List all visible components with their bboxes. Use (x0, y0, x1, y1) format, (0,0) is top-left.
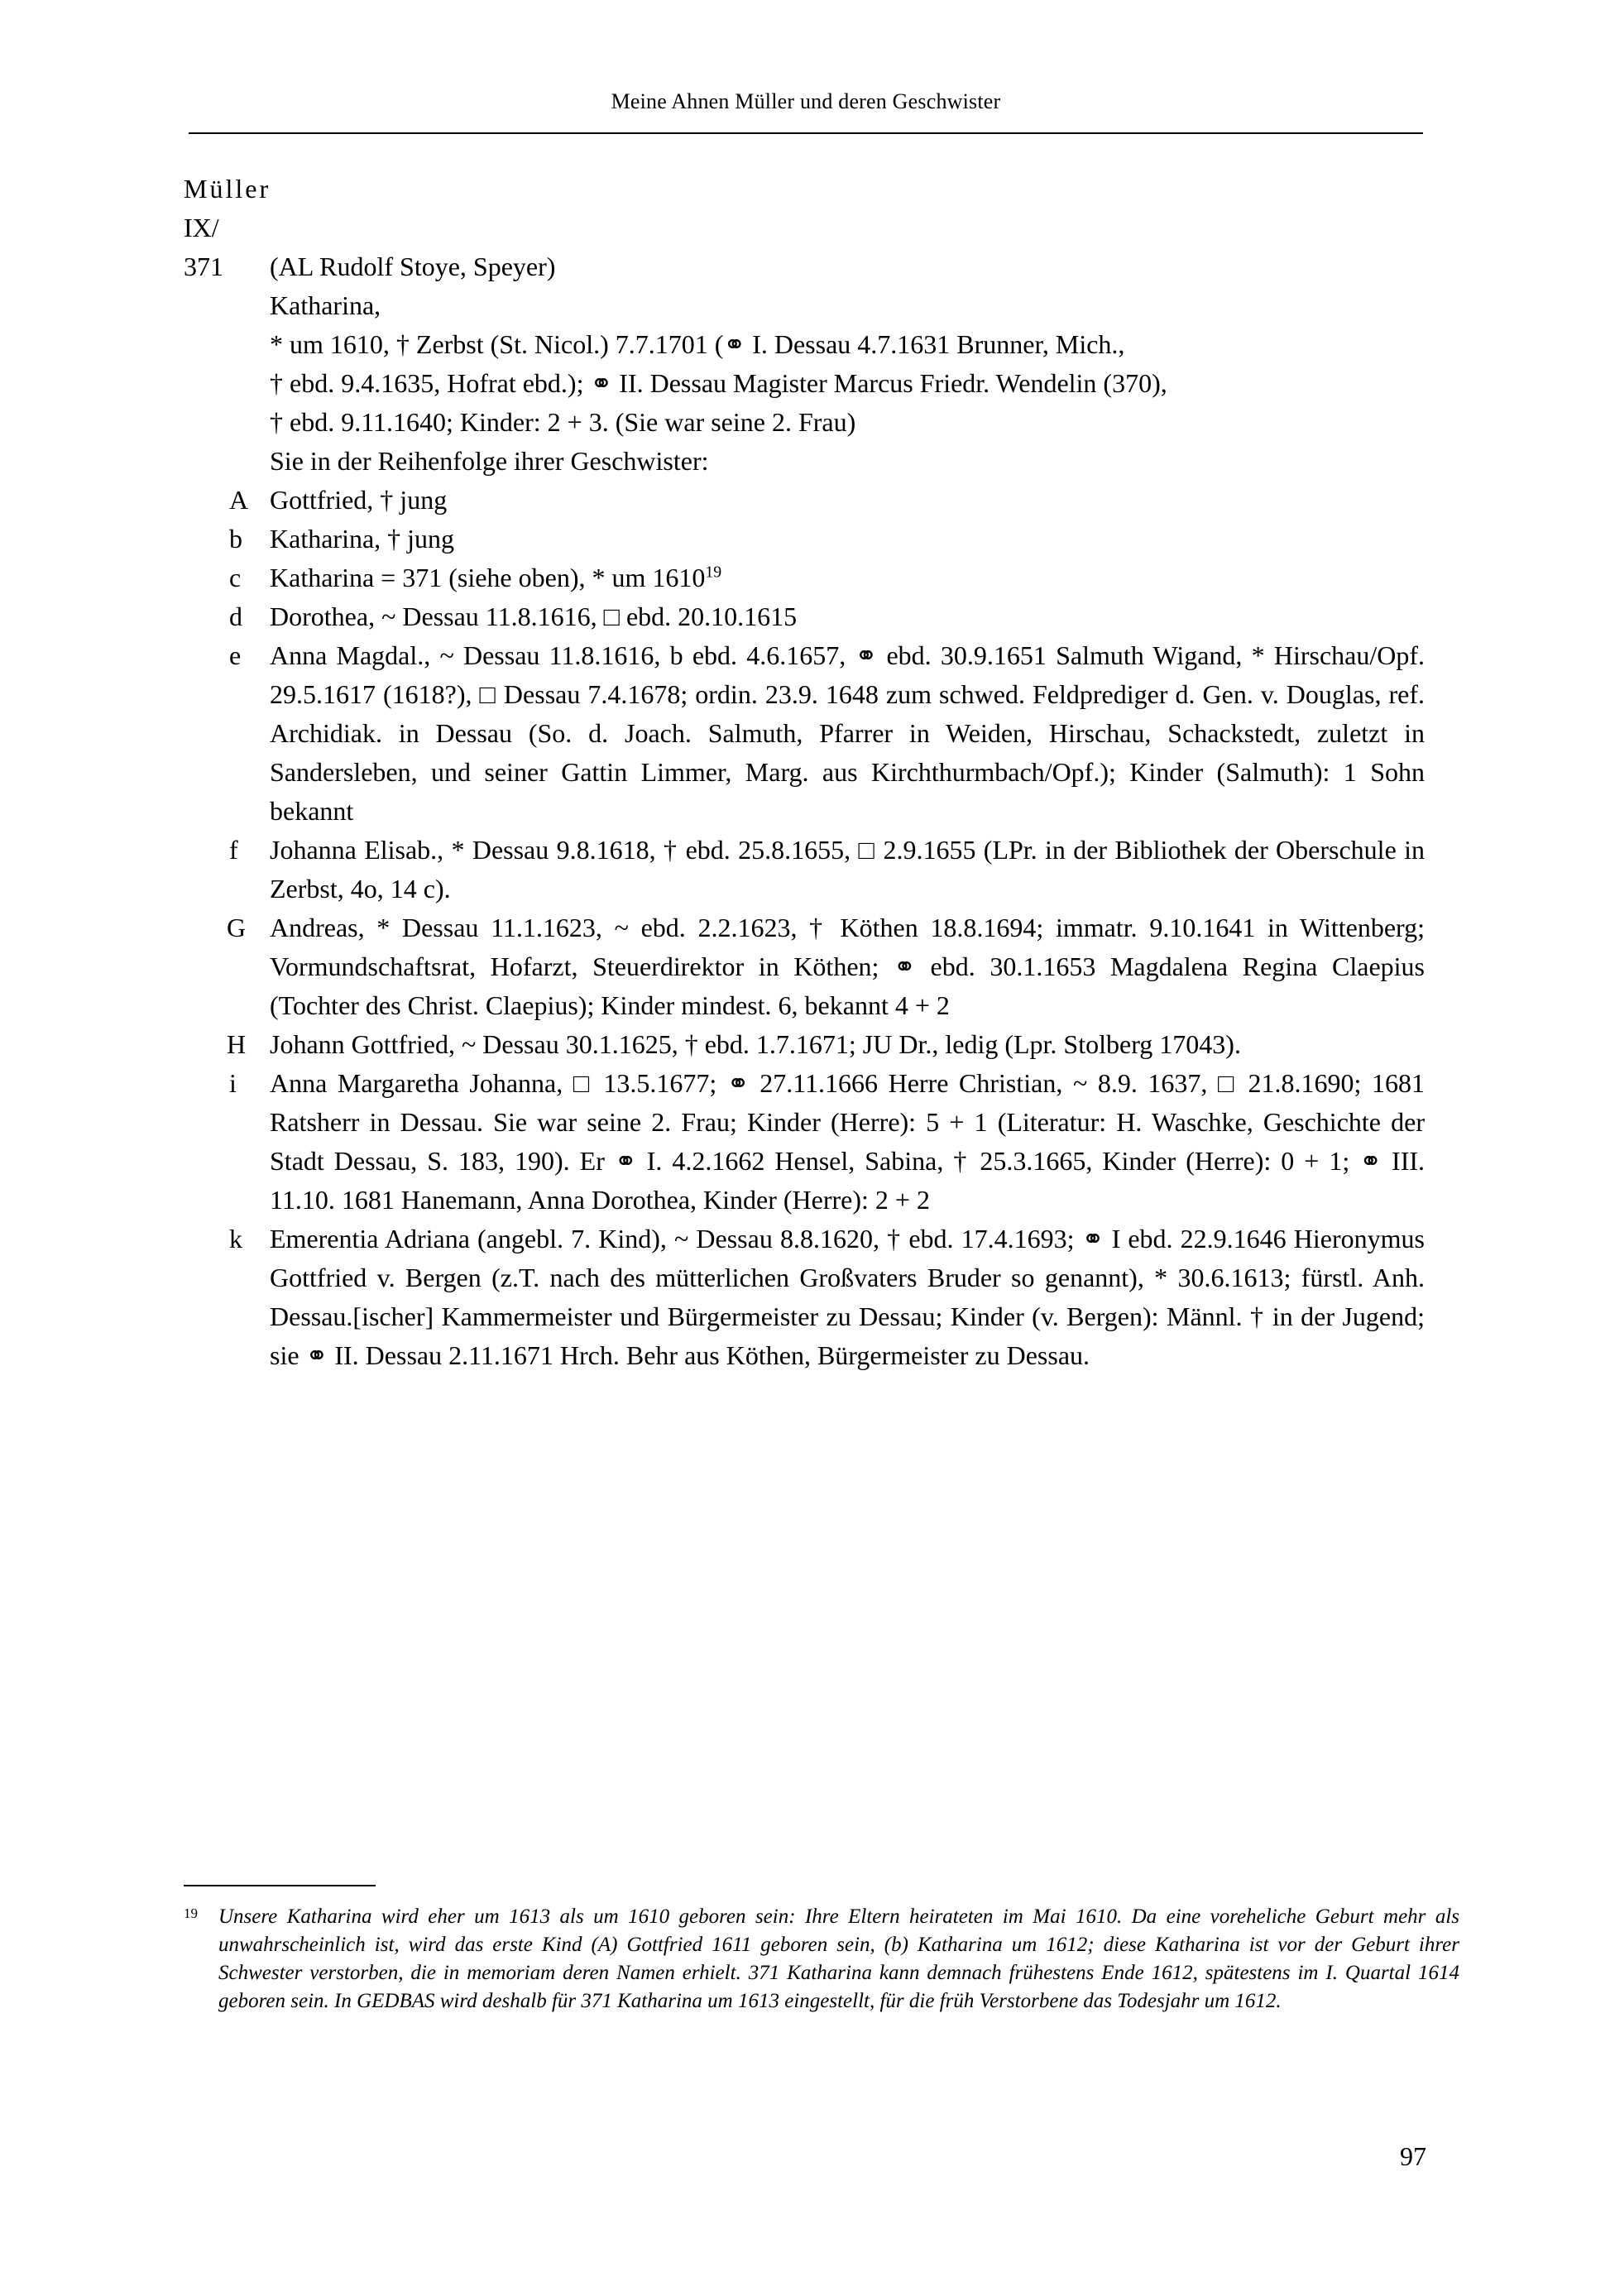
sibling-text: Anna Magdal., ~ Dessau 11.8.1616, b ebd. 4.6.1657, ⚭ ebd. 30.9.1651 Salmuth Wigand, * Hirschau/Opf. 29.5.1617 (1618?), □ Dessau 7.4.1678; ordin. 23.9. 1648 zum schwed. Feldprediger d. Gen. v. Douglas, ref. Archidiak. in Dessau (So. d. Joach. Salmuth, Pfarrer in Weiden, Hirschau, Schackstedt, zuletzt in Sandersleben, und seiner Gattin Limmer, Marg. aus Kirchthurmbach/Opf.); Kinder (Salmuth): 1 Sohn bekannt (270, 640, 1425, 826)
entry-name: Katharina, (270, 290, 381, 320)
entry-life-line-2: † ebd. 9.4.1635, Hofrat ebd.); ⚭ II. Dessau Magister Marcus Friedr. Wendelin (370), (270, 368, 1167, 398)
footnote (184, 1903, 1459, 2016)
sibling-marker: k (229, 1224, 242, 1253)
sibling-text (270, 558, 1425, 597)
sibling-text: Dorothea, ~ Dessau 11.8.1616, □ ebd. 20.10.1615 (270, 602, 798, 631)
footnote-number: 19 (184, 1905, 198, 1921)
surname-heading: Müller (184, 174, 271, 204)
sibling-marker: G (227, 913, 247, 942)
page-number: 97 (1400, 2141, 1426, 2171)
list-item (184, 597, 1425, 636)
list-item (184, 1025, 1425, 1064)
list-item (184, 520, 1425, 558)
entry-life-line-1: * um 1610, † Zerbst (St. Nicol.) 7.7.1701 (⚭ I. Dessau 4.7.1631 Brunner, Mich., (270, 329, 1125, 359)
sibling-text: Emerentia Adriana (angebl. 7. Kind), ~ Dessau 8.8.1620, † ebd. 17.4.1693; ⚭ I ebd. 22.9.1646 Hieronymus Gottfried v. Bergen (z.T. nach des mütterlichen Großvaters Bruder so genannt), * 30.6.1613; fürstl. Anh. Dessau.[ischer] Kammermeister und Bürgermeister zu Dessau; Kinder (v. Bergen): Männl. † in der Jugend; sie ⚭ II. Dessau 2.11.1671 Hrch. Behr aus Köthen, Bürgermeister zu Dessau. (270, 1224, 1425, 1370)
sibling-marker: i (229, 1068, 237, 1098)
list-item (184, 558, 1425, 597)
sibling-text: Gottfried, † jung (270, 485, 448, 515)
sibling-marker: d (229, 602, 242, 631)
list-item (184, 1064, 1425, 1220)
list-item (184, 1220, 1425, 1375)
running-head-rule (189, 132, 1423, 134)
entry-life-line-3: † ebd. 9.11.1640; Kinder: 2 + 3. (Sie war seine 2. Frau) (270, 407, 856, 437)
list-item (184, 481, 1425, 520)
footnote-ref[interactable]: 19 (705, 563, 722, 582)
sibling-marker: e (229, 640, 242, 670)
sibling-marker: c (229, 563, 242, 592)
sibling-text: Johann Gottfried, ~ Dessau 30.1.1625, † ebd. 1.7.1671; JU Dr., ledig (Lpr. Stolberg 17043). (270, 1029, 1241, 1059)
entry-source: (AL Rudolf Stoye, Speyer) (270, 252, 556, 281)
sibling-marker: A (229, 485, 249, 515)
sibling-text: Andreas, * Dessau 11.1.1623, ~ ebd. 2.2.1623, † Köthen 18.8.1694; immatr. 9.10.1641 in Wittenberg; Vormundschaftsrat, Hofarzt, Steuerdirektor in Köthen; ⚭ ebd. 30.1.1653 Magdalena Regina Claepius (Tochter des Christ. Claepius); Kinder mindest. 6, bekannt 4 + 2 (270, 913, 1425, 1020)
sibling-marker: f (229, 835, 238, 865)
list-item (184, 908, 1425, 1025)
running-head: Meine Ahnen Müller und deren Geschwister (611, 89, 1001, 113)
entry-371 (184, 247, 1425, 286)
page-body (184, 170, 1425, 1375)
sibling-text-main: Katharina = 371 (siehe oben), * um 1610 (270, 563, 706, 592)
sibling-marker: b (229, 524, 242, 554)
sibling-marker: H (227, 1029, 247, 1059)
siblings-intro: Sie in der Reihenfolge ihrer Geschwister: (270, 446, 709, 476)
footnote-text: Unsere Katharina wird eher um 1613 als um 1610 geboren sein: Ihre Eltern heirateten im Mai 1610. Da eine voreheliche Geburt mehr als unwahrscheinlich ist, wird das erste Kind (A) Gottfried 1611 geboren sein, (b) Katharina um 1612; diese Katharina ist vor der Geburt ihrer Schwester verstorben, die in memoriam deren Namen erhielt. 371 Katharina kann demnach frühestens Ende 1612, spätestens im I. Quartal 1614 geboren sein. In GEDBAS wird deshalb für 371 Katharina um 1613 eingestellt, für die früh Verstorbene das Todesjahr um 1612. (218, 1905, 1459, 2012)
list-item (184, 636, 1425, 831)
sibling-text: Anna Margaretha Johanna, □ 13.5.1677; ⚭ 27.11.1666 Herre Christian, ~ 8.9. 1637, □ 21.8.1690; 1681 Ratsherr in Dessau. Sie war seine 2. Frau; Kinder (Herre): 5 + 1 (Literatur: H. Waschke, Geschichte der Stadt Dessau, S. 183, 190). Er ⚭ I. 4.2.1662 Hensel, Sabina, † 25.3.1665, Kinder (Herre): 0 + 1; ⚭ III. 11.10. 1681 Hanemann, Anna Dorothea, Kinder (Herre): 2 + 2 (270, 1068, 1425, 1215)
sibling-text: Johanna Elisab., * Dessau 9.8.1618, † ebd. 25.8.1655, □ 2.9.1655 (LPr. in der Bibliothek der Oberschule in Zerbst, 4o, 14 c). (270, 835, 1425, 904)
list-item (184, 831, 1425, 908)
generation-label: IX/ (184, 213, 219, 242)
sibling-text: Katharina, † jung (270, 524, 455, 554)
footnote-separator (184, 1885, 376, 1886)
entry-number: 371 (184, 252, 223, 281)
